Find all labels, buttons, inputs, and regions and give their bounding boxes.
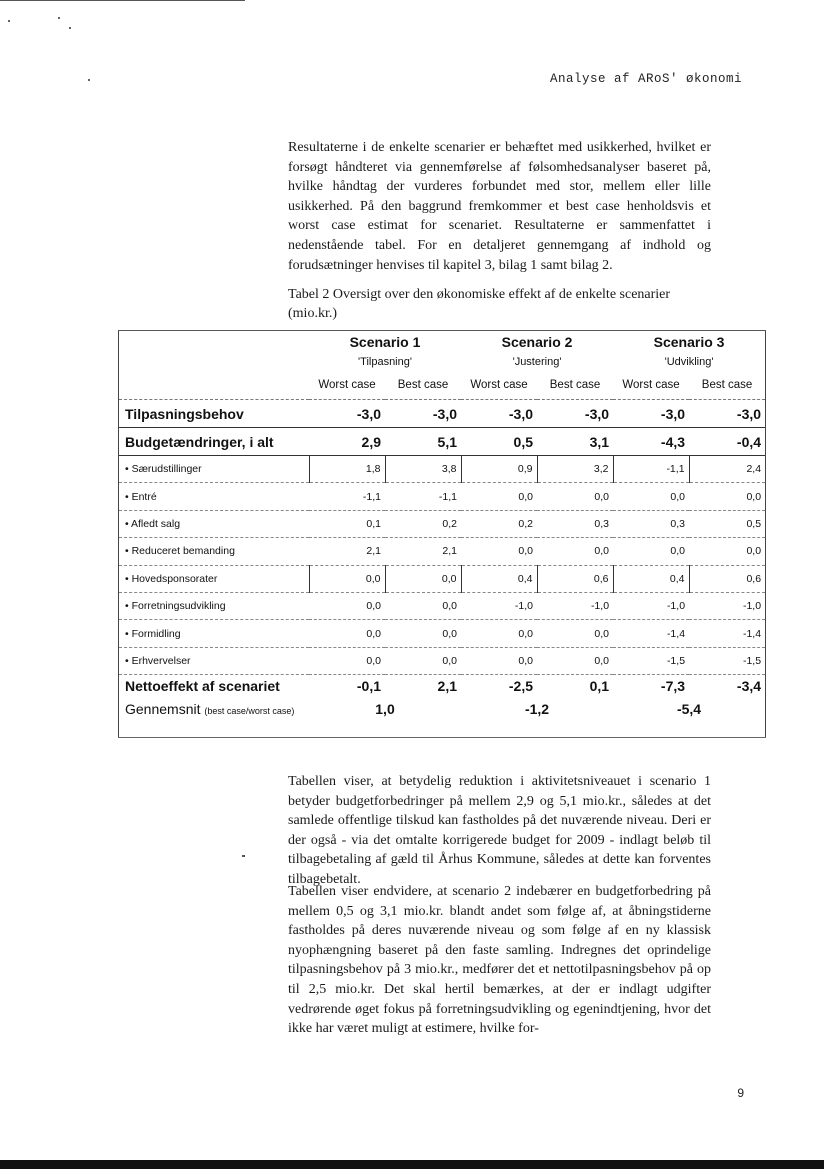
cell-value: 0,3: [537, 510, 613, 537]
cell-value: 0,0: [613, 538, 689, 565]
cell-value: 0,0: [537, 483, 613, 510]
cell-value: 0,0: [461, 483, 537, 510]
cell-value: -1,0: [689, 592, 765, 619]
cell-value: 0,0: [537, 647, 613, 674]
cell-value: 0,2: [461, 510, 537, 537]
cell-value: 0,0: [689, 483, 765, 510]
average-value: -1,2: [524, 701, 550, 718]
average-value: 1,0: [375, 701, 395, 718]
case-header: Worst case: [613, 371, 689, 400]
cell-value: 2,1: [437, 678, 458, 695]
table-row-gennemsnit: [119, 697, 765, 721]
case-header: Worst case: [461, 371, 537, 400]
table-border: [118, 737, 766, 738]
cell-value: -0,1: [356, 678, 381, 695]
table-border: [765, 330, 766, 738]
table-row-nettoeffekt: [119, 675, 765, 698]
scan-speck: [58, 17, 60, 19]
cell-value: 0,5: [461, 428, 537, 456]
cell-value: 0,0: [385, 620, 461, 647]
scenario-data-table: [119, 331, 765, 721]
intro-paragraph: Resultaterne i de enkelte scenarier er behæftet med usikkerhed, hvilket er forsøgt håndteret via gennemførelse af følsomhedsanalyser baseret på, hvilke håndtag der vurderes forbundet med stor, mellem eller lille usikkerhed. På den baggrund fremkommer et best case henholdsvis et worst case estimat for scenariet. Resultaterne er sammenfattet i nedenstående tabel. For en detaljeret gennemgang af indhold og forudsætninger henvises til kapitel 3, bilag 1 samt bilag 2.: [288, 140, 711, 273]
running-header: Analyse af ARoS' økonomi: [549, 72, 742, 86]
cell-value: 0,0: [385, 647, 461, 674]
cell-value: -3,0: [537, 400, 613, 428]
cell-value: -3,0: [385, 400, 461, 428]
table-row-tilpasningsbehov: [119, 400, 765, 428]
scan-speck: [69, 27, 71, 29]
cell-value: 0,4: [461, 565, 537, 592]
cell-value: 0,6: [689, 565, 765, 592]
row-label: Nettoeffekt af scenariet: [125, 678, 280, 695]
average-label: Gennemsnit: [125, 701, 201, 718]
cell-value: -3,0: [613, 400, 689, 428]
scenario-2-name: Scenario 2: [501, 334, 573, 350]
cell-value: 3,8: [385, 456, 461, 483]
cell-value: 2,4: [689, 456, 765, 483]
scenario-subtitle-row: [119, 353, 765, 371]
cell-value: -1,0: [461, 592, 537, 619]
cell-value: 1,8: [309, 456, 385, 483]
table-row-reduceret-bemanding: [119, 538, 765, 565]
row-label: • Afledt salg: [119, 510, 309, 537]
cell-value: 0,2: [385, 510, 461, 537]
cell-value: -1,4: [613, 620, 689, 647]
cell-value: 0,0: [309, 592, 385, 619]
cell-value: 3,1: [537, 428, 613, 456]
cell-value: 0,9: [461, 456, 537, 483]
table-row-erhvervelser: [119, 647, 765, 674]
table-row-budgetaendringer: [119, 428, 765, 456]
cell-value: 0,0: [537, 620, 613, 647]
cell-value: -2,5: [508, 678, 534, 695]
scan-speck: [8, 20, 10, 22]
cell-value: -1,4: [689, 620, 765, 647]
cell-value: 5,1: [385, 428, 461, 456]
case-header: Best case: [385, 371, 461, 400]
cell-value: -0,4: [689, 428, 765, 456]
case-header: Worst case: [309, 371, 385, 400]
cell-value: 0,0: [309, 565, 385, 592]
cell-value: -1,1: [385, 483, 461, 510]
row-label: • Entré: [119, 483, 309, 510]
cell-value: -7,3: [660, 678, 686, 695]
cell-value: -4,3: [613, 428, 689, 456]
row-label: • Reduceret bemanding: [119, 538, 309, 565]
cell-value: 0,0: [385, 592, 461, 619]
cell-value: -1,0: [613, 592, 689, 619]
cell-value: 0,0: [385, 565, 461, 592]
cell-value: 2,1: [385, 538, 461, 565]
row-label: • Hovedsponsorater: [119, 565, 309, 592]
scenario-3-subtitle: 'Udvikling': [664, 356, 714, 368]
row-label: • Forretningsudvikling: [119, 592, 309, 619]
row-label: Budgetændringer, i alt: [119, 428, 309, 456]
table-row-entre: [119, 483, 765, 510]
cell-value: 3,2: [537, 456, 613, 483]
cell-value: -3,0: [461, 400, 537, 428]
cell-value: 0,0: [537, 538, 613, 565]
scan-speck: [242, 855, 245, 857]
cell-value: -1,1: [309, 483, 385, 510]
cell-value: 2,1: [309, 538, 385, 565]
table-row-forretningsudvikling: [119, 592, 765, 619]
cell-value: 0,0: [461, 647, 537, 674]
cell-value: -1,5: [689, 647, 765, 674]
cell-value: 0,1: [589, 678, 610, 695]
row-label: • Formidling: [119, 620, 309, 647]
scan-speck: [88, 79, 90, 81]
scenario-3-name: Scenario 3: [653, 334, 725, 350]
table-caption: Tabel 2 Oversigt over den økonomiske effekt af de enkelte scenarier (mio.kr.): [288, 287, 671, 321]
average-label-note: (best case/worst case): [204, 706, 295, 717]
cell-value: -1,1: [613, 456, 689, 483]
scenario-2-subtitle: 'Justering': [512, 356, 562, 368]
cell-value: 2,9: [309, 428, 385, 456]
cell-value: 0,3: [613, 510, 689, 537]
scenario-table: [118, 330, 766, 738]
table-row-saerudstillinger: [119, 456, 765, 483]
row-label: Tilpasningsbehov: [119, 400, 309, 428]
row-label: • Erhvervelser: [119, 647, 309, 674]
cell-value: -1,0: [537, 592, 613, 619]
cell-value: 0,0: [689, 538, 765, 565]
table-row-hovedsponsorater: [119, 565, 765, 592]
cell-value: 0,1: [309, 510, 385, 537]
body-paragraph-2: Tabellen viser, at betydelig reduktion i aktivitetsniveauet i scenario 1 betyder budgetforbedringer på mellem 2,9 og 5,1 mio.kr., således at det samlede offentlige tilskud kan fastholdes på det nuværende niveau. Deri er der også - via det omtalte korrigerede budget for 2009 - indlagt beløb til tilbagebetaling af gæld til Århus Kommune, således at dette kan forventes tilbagebetalt.: [288, 774, 711, 887]
page-number: 9: [737, 1086, 744, 1100]
average-value: -5,4: [676, 701, 702, 718]
cell-value: 0,6: [537, 565, 613, 592]
scenario-1-name: Scenario 1: [349, 334, 421, 350]
table-row-formidling: [119, 620, 765, 647]
cell-value: -1,5: [613, 647, 689, 674]
cell-value: -3,0: [689, 400, 765, 428]
case-header-row: [119, 371, 765, 400]
cell-value: 0,0: [309, 647, 385, 674]
case-header: Best case: [537, 371, 613, 400]
cell-value: 0,0: [461, 620, 537, 647]
body-paragraph-3: Tabellen viser endvidere, at scenario 2 indebærer en budgetforbedring på mellem 0,5 og 3,1 mio.kr. blandt andet som følge af, at åbningstiderne fastholdes på deres nuværende niveau og som følge af en ny klassisk nyophængning baseret på den faste samling. Indregnes det oprindelige tilpasningsbehov på 3 mio.kr., medfører det et nettotilpasningsbehov på op til 2,5 mio.kr. Det skal hertil bemærkes, at der er indlagt udgifter vedrørende øget fokus på forretningsudvikling og egenindtjening, hvor det ikke har været muligt at estimere, hvilke for-: [288, 884, 711, 1037]
cell-value: -3,0: [309, 400, 385, 428]
row-label: [119, 697, 309, 721]
scan-edge-line: [0, 0, 245, 1]
cell-value: 0,0: [613, 483, 689, 510]
cell-value: -3,4: [736, 678, 762, 695]
cell-value: 0,5: [689, 510, 765, 537]
scan-bottom-edge: [0, 1160, 824, 1169]
cell-value: 0,0: [309, 620, 385, 647]
scenario-1-subtitle: 'Tilpasning': [358, 356, 412, 368]
cell-value: 0,0: [461, 538, 537, 565]
case-header: Best case: [689, 371, 765, 400]
row-label: • Særudstillinger: [119, 456, 309, 483]
cell-value: 0,4: [613, 565, 689, 592]
table-row-afledt-salg: [119, 510, 765, 537]
scenario-name-row: [119, 331, 765, 353]
